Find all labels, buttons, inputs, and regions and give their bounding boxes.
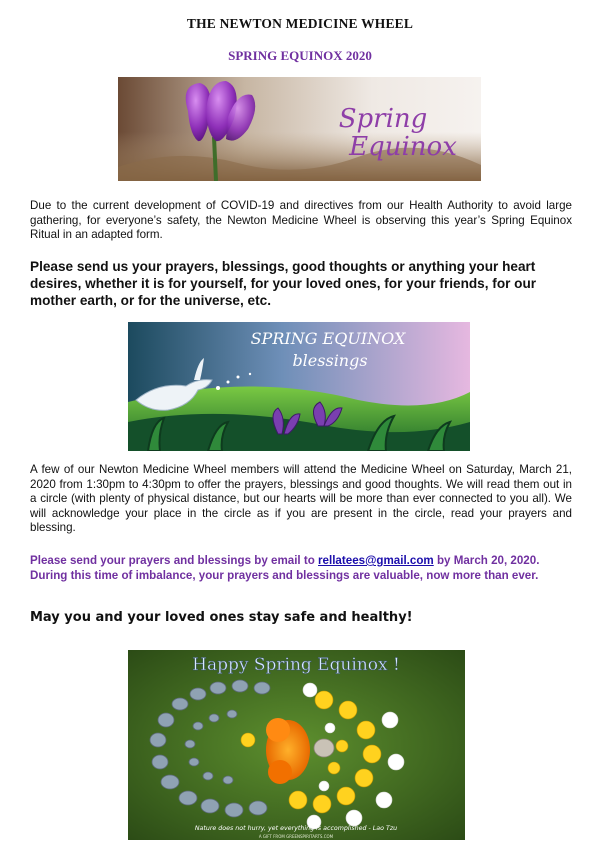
banner-word-spring: Spring xyxy=(338,104,428,134)
email-link[interactable]: rellatees@gmail.com xyxy=(318,554,434,567)
blessings-illustration xyxy=(128,322,470,451)
banner2-line1: SPRING EQUINOX xyxy=(250,329,406,348)
document-title: THE NEWTON MEDICINE WHEEL xyxy=(186,16,414,31)
email-paragraph-lead: Please send your prayers and blessings by email to xyxy=(30,554,319,567)
email-paragraph xyxy=(30,554,572,583)
crocus-image xyxy=(118,77,481,181)
gathering-paragraph: A few of our Newton Medicine Wheel members will attend the Medicine Wheel on Saturday, March 21, 2020 from 1:30pm to 4:30pm to offer the prayers, blessings and good thoughts. We will read them out in a circle (with plenty of physical distance, but our hearts will be more than ever connected to you all). We will acknowledge your place in the circle as if you are present in the circle, read your prayers and blessing. xyxy=(30,463,572,535)
document-subtitle: SPRING EQUINOX 2020 xyxy=(228,48,372,63)
happy-spring-equinox-banner xyxy=(128,650,465,840)
request-paragraph: Please send us your prayers, blessings, good thoughts or anything your heart desires, whether it is for yourself, for your loved ones, for your friends, for our mother earth, or for the universe, etc. xyxy=(30,259,537,308)
banner3-credit: A GIFT FROM GREENSPIRITARTS.COM xyxy=(258,834,334,839)
banner3-quote: Nature does not hurry, yet everything is accomplished - Lao Tzu xyxy=(194,825,398,832)
intro-paragraph: Due to the current development of COVID-19 and directives from our Health Authority to avoid large gathering, for everyone’s safety, the Newton Medicine Wheel is observing this year’s Spring Equinox Ritual in an adapted form. xyxy=(30,199,572,242)
spring-equinox-blessings-banner xyxy=(128,322,470,451)
stone-flower-spiral-image xyxy=(128,650,465,840)
banner3-heading: Happy Spring Equinox ! xyxy=(192,655,400,675)
closing-line: May you and your loved ones stay safe and healthy! xyxy=(30,610,413,625)
banner-word-equinox: Equinox xyxy=(349,132,457,162)
email-paragraph-tail: by March 20, 2020. During this time of imbalance, your prayers and blessings are valuable, now more than ever. xyxy=(30,554,540,582)
spring-equinox-crocus-banner xyxy=(118,77,481,181)
banner2-line2: blessings xyxy=(292,351,368,370)
